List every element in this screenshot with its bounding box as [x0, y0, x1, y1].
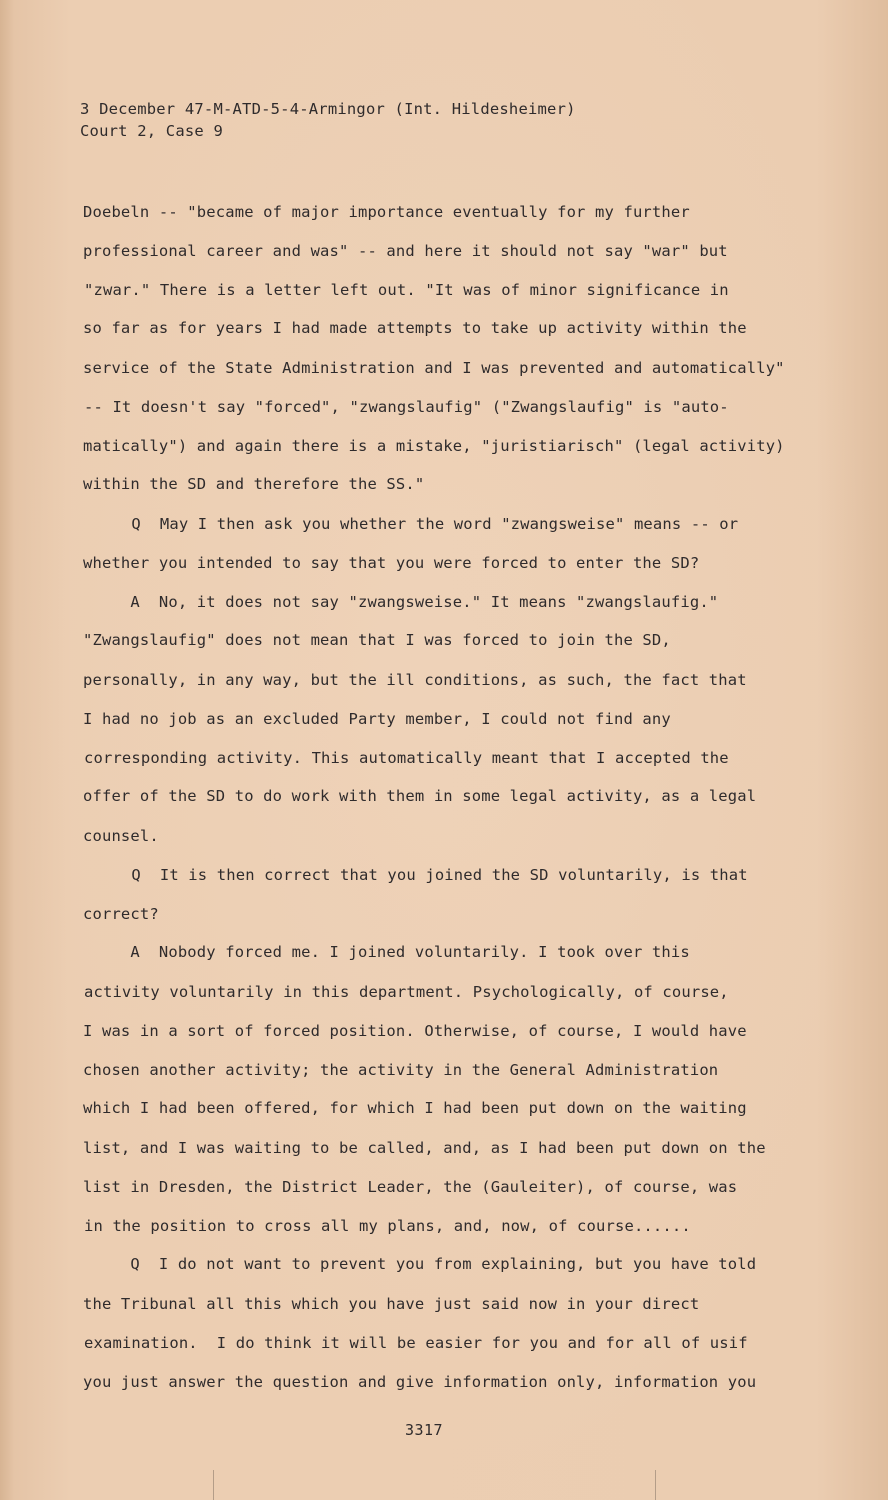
transcript-line: you just answer the question and give information only, information you — [83, 1373, 757, 1391]
header-line-1: 3 December 47-M-ATD-5-4-Armingor (Int. Hildesheimer) — [80, 100, 576, 118]
transcript-body — [83, 193, 803, 1402]
transcript-line: I was in a sort of forced position. Otherwise, of course, I would have — [83, 1022, 747, 1040]
transcript-line: I had no job as an excluded Party member, I could not find any — [83, 710, 671, 728]
transcript-line: correct? — [83, 905, 159, 923]
transcript-line: in the position to cross all my plans, and, now, of course...... — [84, 1217, 691, 1235]
document-header — [80, 98, 576, 142]
transcript-line: "zwar." There is a letter left out. "It was of minor significance in — [84, 281, 729, 299]
transcript-line: list, and I was waiting to be called, and, as I had been put down on the — [83, 1139, 766, 1157]
transcript-line: professional career and was" -- and here it should not say "war" but — [83, 242, 728, 260]
transcript-line: whether you intended to say that you were forced to enter the SD? — [83, 554, 700, 572]
transcript-line: service of the State Administration and I was prevented and automatically" — [83, 359, 785, 377]
transcript-line: list in Dresden, the District Leader, the (Gauleiter), of course, was — [83, 1178, 738, 1196]
binding-mark — [213, 1470, 214, 1500]
transcript-line: within the SD and therefore the SS." — [83, 475, 425, 493]
transcript-line: A Nobody forced me. I joined voluntarily. I took over this — [83, 943, 690, 961]
transcript-line: Doebeln -- "became of major importance eventually for my further — [83, 203, 690, 221]
transcript-line: examination. I do think it will be easier for you and for all of usif — [84, 1334, 748, 1352]
transcript-line: personally, in any way, but the ill conditions, as such, the fact that — [83, 671, 747, 689]
transcript-line: A No, it does not say "zwangsweise." It means "zwangslaufig." — [83, 593, 719, 611]
transcript-line: corresponding activity. This automatically meant that I accepted the — [84, 749, 729, 767]
transcript-line: the Tribunal all this which you have just said now in your direct — [83, 1295, 700, 1313]
page-number: 3317 — [404, 1421, 444, 1439]
transcript-line: -- It doesn't say "forced", "zwangslaufig" ("Zwangslaufig" is "auto- — [84, 398, 729, 416]
transcript-line: so far as for years I had made attempts to take up activity within the — [83, 319, 747, 337]
transcript-line: Q I do not want to prevent you from explaining, but you have told — [83, 1255, 757, 1273]
transcript-line: Q It is then correct that you joined the SD voluntarily, is that — [84, 866, 748, 884]
transcript-line: Q May I then ask you whether the word "zwangsweise" means -- or — [84, 515, 739, 533]
binding-mark — [655, 1470, 656, 1500]
page-edge-shadow — [0, 0, 14, 1500]
transcript-line: "Zwangslaufig" does not mean that I was forced to join the SD, — [83, 631, 671, 649]
transcript-line: chosen another activity; the activity in the General Administration — [83, 1061, 719, 1079]
transcript-line: activity voluntarily in this department. Psychologically, of course, — [84, 983, 729, 1001]
transcript-line: matically") and again there is a mistake, "juristiarisch" (legal activity) — [83, 437, 785, 455]
transcript-line: counsel. — [83, 827, 159, 845]
header-line-2: Court 2, Case 9 — [80, 122, 223, 140]
transcript-line: offer of the SD to do work with them in some legal activity, as a legal — [83, 787, 757, 805]
transcript-line: which I had been offered, for which I had been put down on the waiting — [83, 1099, 747, 1117]
